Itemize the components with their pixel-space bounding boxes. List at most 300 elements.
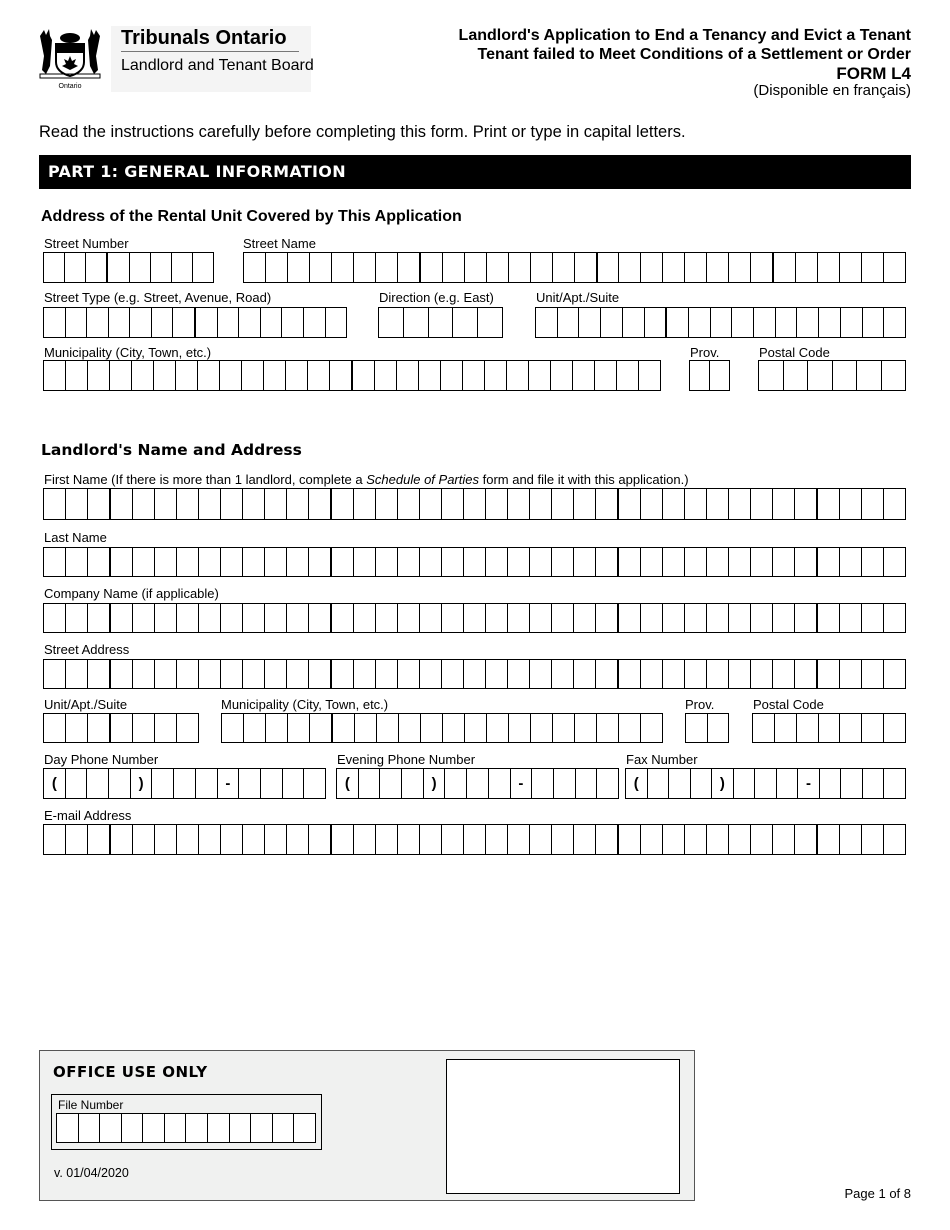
comb-cell[interactable] [773,489,795,519]
comb-cell[interactable] [574,825,596,854]
comb-cell[interactable] [376,825,398,854]
comb-cell[interactable] [478,308,502,337]
comb-cell[interactable] [641,253,663,282]
comb-cell[interactable] [44,308,66,337]
comb-cell[interactable] [230,1114,252,1142]
landlord-prov-field[interactable] [685,713,729,743]
comb-cell[interactable] [686,714,708,742]
comb-cell[interactable] [819,308,841,337]
comb-cell[interactable] [420,604,442,632]
comb-cell[interactable] [641,548,663,576]
comb-cell[interactable] [685,253,707,282]
comb-cell[interactable] [266,253,288,282]
comb-cell[interactable] [266,714,288,742]
comb-cell[interactable] [282,308,304,337]
comb-cell[interactable] [310,253,332,282]
comb-cell[interactable] [326,308,347,337]
comb-cell[interactable] [88,714,111,742]
comb-cell[interactable] [729,548,751,576]
landlord-suite-field[interactable] [43,713,199,743]
comb-cell[interactable] [574,489,596,519]
email-field[interactable] [43,824,906,855]
comb-cell[interactable] [530,604,552,632]
comb-cell[interactable] [359,769,381,798]
comb-cell[interactable] [579,308,601,337]
comb-cell[interactable] [355,714,377,742]
comb-cell[interactable] [487,714,509,742]
comb-cell[interactable] [464,548,486,576]
comb-cell[interactable] [711,308,733,337]
comb-cell[interactable] [57,1114,79,1142]
comb-cell[interactable] [265,825,287,854]
comb-cell[interactable]: ( [626,769,648,798]
comb-cell[interactable] [376,660,398,688]
comb-cell[interactable] [242,361,264,390]
comb-cell[interactable] [152,308,174,337]
comb-cell[interactable] [553,714,575,742]
comb-cell[interactable] [287,489,309,519]
comb-cell[interactable] [244,253,266,282]
comb-cell[interactable] [66,769,88,798]
comb-cell[interactable] [186,1114,208,1142]
comb-cell[interactable] [398,489,420,519]
comb-cell[interactable] [88,604,111,632]
comb-cell[interactable] [110,361,132,390]
comb-cell[interactable] [287,660,309,688]
comb-cell[interactable] [239,769,261,798]
comb-cell[interactable] [753,714,775,742]
direction-field[interactable] [378,307,503,338]
comb-cell[interactable] [177,660,199,688]
comb-cell[interactable] [251,1114,273,1142]
comb-cell[interactable] [574,660,596,688]
last-name-field[interactable] [43,547,906,577]
comb-cell[interactable] [729,489,751,519]
street-number-field[interactable] [43,252,214,283]
comb-cell[interactable] [796,253,818,282]
comb-cell[interactable] [133,548,155,576]
comb-cell[interactable] [199,825,221,854]
comb-cell[interactable] [155,660,177,688]
comb-cell[interactable] [884,825,905,854]
comb-cell[interactable] [574,548,596,576]
comb-cell[interactable] [353,361,375,390]
comb-cell[interactable] [44,604,66,632]
comb-cell[interactable] [174,769,196,798]
comb-cell[interactable] [486,604,508,632]
evening-phone-field[interactable] [336,768,619,799]
comb-cell[interactable] [222,714,244,742]
comb-cell[interactable]: - [511,769,533,798]
comb-cell[interactable] [598,253,620,282]
comb-cell[interactable] [552,489,574,519]
landlord-postal-code-field[interactable] [752,713,906,743]
comb-cell[interactable]: ( [44,769,66,798]
comb-cell[interactable] [485,361,507,390]
comb-cell[interactable] [100,1114,122,1142]
comb-cell[interactable] [573,361,595,390]
comb-cell[interactable] [66,660,88,688]
comb-cell[interactable] [819,714,841,742]
comb-cell[interactable] [775,714,797,742]
comb-cell[interactable] [130,253,151,282]
comb-cell[interactable] [554,769,576,798]
comb-cell[interactable] [797,308,819,337]
comb-cell[interactable] [663,825,685,854]
comb-cell[interactable] [863,769,885,798]
first-name-field[interactable] [43,488,906,520]
comb-cell[interactable] [552,825,574,854]
comb-cell[interactable] [333,714,355,742]
comb-cell[interactable] [151,253,172,282]
comb-cell[interactable] [862,548,884,576]
comb-cell[interactable] [87,769,109,798]
comb-cell[interactable] [663,489,685,519]
comb-cell[interactable] [840,489,862,519]
comb-cell[interactable] [759,361,784,390]
comb-cell[interactable] [177,489,199,519]
comb-cell[interactable] [884,548,905,576]
comb-cell[interactable] [707,660,729,688]
comb-cell[interactable] [155,825,177,854]
comb-cell[interactable] [376,548,398,576]
comb-cell[interactable] [44,660,66,688]
comb-cell[interactable] [641,604,663,632]
comb-cell[interactable] [111,660,133,688]
comb-cell[interactable] [795,604,818,632]
comb-cell[interactable] [595,361,617,390]
comb-cell[interactable] [596,825,619,854]
comb-cell[interactable] [330,361,353,390]
comb-cell[interactable] [729,660,751,688]
comb-cell[interactable] [442,489,464,519]
comb-cell[interactable] [44,714,66,742]
comb-cell[interactable] [707,825,729,854]
comb-cell[interactable] [354,825,376,854]
comb-cell[interactable] [402,769,424,798]
comb-cell[interactable]: ) [712,769,734,798]
comb-cell[interactable] [399,714,421,742]
comb-cell[interactable] [404,308,429,337]
comb-cell[interactable]: - [798,769,820,798]
comb-cell[interactable] [132,361,154,390]
comb-cell[interactable] [375,361,397,390]
comb-cell[interactable] [645,308,668,337]
comb-cell[interactable] [797,714,819,742]
comb-cell[interactable] [243,548,265,576]
comb-cell[interactable] [398,253,421,282]
rental-prov-field[interactable] [689,360,730,391]
comb-cell[interactable] [464,660,486,688]
comb-cell[interactable] [221,660,243,688]
comb-cell[interactable] [332,489,354,519]
comb-cell[interactable] [441,361,463,390]
comb-cell[interactable] [751,825,773,854]
comb-cell[interactable] [508,825,530,854]
comb-cell[interactable] [486,825,508,854]
comb-cell[interactable] [487,253,509,282]
comb-cell[interactable] [122,1114,144,1142]
comb-cell[interactable] [575,253,598,282]
comb-cell[interactable] [109,769,131,798]
comb-cell[interactable] [133,825,155,854]
comb-cell[interactable] [196,769,218,798]
comb-cell[interactable] [857,361,882,390]
comb-cell[interactable] [840,714,862,742]
comb-cell[interactable] [619,548,641,576]
comb-cell[interactable] [44,489,66,519]
comb-cell[interactable] [44,825,66,854]
comb-cell[interactable] [464,604,486,632]
comb-cell[interactable] [818,604,840,632]
landlord-municipality-field[interactable] [221,713,663,743]
comb-cell[interactable] [531,714,553,742]
comb-cell[interactable] [243,489,265,519]
comb-cell[interactable] [841,769,863,798]
comb-cell[interactable] [66,548,88,576]
comb-cell[interactable] [464,489,486,519]
comb-cell[interactable] [465,253,487,282]
comb-cell[interactable] [840,825,862,854]
comb-cell[interactable] [486,660,508,688]
comb-cell[interactable] [530,660,552,688]
comb-cell[interactable] [755,769,777,798]
comb-cell[interactable] [597,714,619,742]
comb-cell[interactable] [177,604,199,632]
comb-cell[interactable] [376,489,398,519]
comb-cell[interactable] [552,548,574,576]
street-address-field[interactable] [43,659,906,689]
comb-cell[interactable] [648,769,670,798]
comb-cell[interactable] [376,604,398,632]
comb-cell[interactable] [690,361,710,390]
comb-cell[interactable] [445,769,467,798]
comb-cell[interactable] [287,548,309,576]
rental-unit-suite-field[interactable] [535,307,906,338]
comb-cell[interactable] [862,825,884,854]
comb-cell[interactable] [734,769,756,798]
comb-cell[interactable] [751,489,773,519]
comb-cell[interactable] [862,489,884,519]
comb-cell[interactable] [795,548,818,576]
comb-cell[interactable] [617,361,639,390]
comb-cell[interactable] [707,548,729,576]
comb-cell[interactable] [619,253,641,282]
comb-cell[interactable]: ( [337,769,359,798]
comb-cell[interactable] [576,769,598,798]
comb-cell[interactable] [133,604,155,632]
comb-cell[interactable] [663,604,685,632]
comb-cell[interactable] [641,660,663,688]
comb-cell[interactable] [309,660,332,688]
comb-cell[interactable] [198,361,220,390]
comb-cell[interactable] [663,253,685,282]
comb-cell[interactable] [221,604,243,632]
comb-cell[interactable] [818,489,840,519]
comb-cell[interactable] [530,825,552,854]
comb-cell[interactable] [152,769,174,798]
comb-cell[interactable] [841,308,863,337]
comb-cell[interactable] [354,604,376,632]
comb-cell[interactable] [751,253,774,282]
comb-cell[interactable] [244,714,266,742]
comb-cell[interactable] [596,604,619,632]
comb-cell[interactable] [288,714,310,742]
comb-cell[interactable] [111,825,133,854]
comb-cell[interactable] [820,769,842,798]
comb-cell[interactable] [784,361,809,390]
comb-cell[interactable] [774,253,796,282]
comb-cell[interactable] [667,308,689,337]
comb-cell[interactable] [863,308,885,337]
comb-cell[interactable] [221,548,243,576]
comb-cell[interactable] [332,604,354,632]
comb-cell[interactable] [773,825,795,854]
comb-cell[interactable] [398,548,420,576]
comb-cell[interactable] [463,361,485,390]
comb-cell[interactable] [465,714,487,742]
street-name-field[interactable] [243,252,906,283]
comb-cell[interactable] [309,548,332,576]
comb-cell[interactable] [884,714,905,742]
comb-cell[interactable] [574,604,596,632]
comb-cell[interactable] [87,308,109,337]
comb-cell[interactable] [221,489,243,519]
comb-cell[interactable] [840,548,862,576]
comb-cell[interactable] [862,604,884,632]
comb-cell[interactable] [777,769,799,798]
comb-cell[interactable] [199,604,221,632]
comb-cell[interactable] [177,548,199,576]
comb-cell[interactable] [111,604,133,632]
comb-cell[interactable] [751,548,773,576]
comb-cell[interactable]: ) [424,769,446,798]
comb-cell[interactable] [685,489,707,519]
comb-cell[interactable] [507,361,529,390]
comb-cell[interactable] [397,361,419,390]
comb-cell[interactable] [710,361,729,390]
comb-cell[interactable] [309,489,332,519]
comb-cell[interactable] [176,361,198,390]
comb-cell[interactable] [332,660,354,688]
comb-cell[interactable] [199,548,221,576]
comb-cell[interactable] [508,604,530,632]
comb-cell[interactable] [133,489,155,519]
comb-cell[interactable] [685,660,707,688]
comb-cell[interactable] [553,253,575,282]
comb-cell[interactable] [558,308,580,337]
comb-cell[interactable] [294,1114,315,1142]
comb-cell[interactable] [309,825,332,854]
comb-cell[interactable] [111,714,133,742]
comb-cell[interactable] [155,604,177,632]
comb-cell[interactable] [199,660,221,688]
comb-cell[interactable] [130,308,152,337]
comb-cell[interactable] [795,660,818,688]
comb-cell[interactable] [265,604,287,632]
comb-cell[interactable] [552,660,574,688]
comb-cell[interactable] [467,769,489,798]
comb-cell[interactable] [530,489,552,519]
comb-cell[interactable] [379,308,404,337]
comb-cell[interactable] [619,825,641,854]
comb-cell[interactable] [143,1114,165,1142]
comb-cell[interactable] [79,1114,101,1142]
comb-cell[interactable] [818,825,840,854]
comb-cell[interactable] [619,714,641,742]
comb-cell[interactable] [109,308,131,337]
comb-cell[interactable] [486,548,508,576]
comb-cell[interactable] [884,253,905,282]
comb-cell[interactable] [66,604,88,632]
comb-cell[interactable] [489,769,511,798]
comb-cell[interactable] [443,253,465,282]
comb-cell[interactable] [376,253,398,282]
comb-cell[interactable] [111,489,133,519]
comb-cell[interactable] [88,489,111,519]
comb-cell[interactable] [108,253,129,282]
comb-cell[interactable] [221,825,243,854]
comb-cell[interactable] [689,308,711,337]
comb-cell[interactable] [833,361,858,390]
comb-cell[interactable] [691,769,713,798]
comb-cell[interactable] [380,769,402,798]
comb-cell[interactable] [509,253,531,282]
comb-cell[interactable] [641,489,663,519]
comb-cell[interactable] [776,308,798,337]
comb-cell[interactable] [773,604,795,632]
comb-cell[interactable] [808,361,833,390]
comb-cell[interactable] [44,253,65,282]
comb-cell[interactable] [287,604,309,632]
comb-cell[interactable] [421,714,443,742]
street-type-field[interactable] [43,307,347,338]
comb-cell[interactable] [663,548,685,576]
comb-cell[interactable] [173,308,196,337]
comb-cell[interactable] [884,489,905,519]
comb-cell[interactable] [685,604,707,632]
comb-cell[interactable] [220,361,242,390]
comb-cell[interactable] [420,548,442,576]
comb-cell[interactable] [818,253,840,282]
comb-cell[interactable] [818,548,840,576]
comb-cell[interactable] [641,825,663,854]
comb-cell[interactable] [310,714,333,742]
comb-cell[interactable] [155,714,177,742]
comb-cell[interactable] [773,548,795,576]
comb-cell[interactable] [508,548,530,576]
comb-cell[interactable] [669,769,691,798]
comb-cell[interactable] [732,308,754,337]
comb-cell[interactable] [486,489,508,519]
comb-cell[interactable] [88,660,111,688]
rental-municipality-field[interactable] [43,360,661,391]
day-phone-field[interactable] [43,768,326,799]
comb-cell[interactable] [729,253,751,282]
comb-cell[interactable] [86,253,108,282]
comb-cell[interactable] [111,548,133,576]
comb-cell[interactable] [429,308,454,337]
company-name-field[interactable] [43,603,906,633]
comb-cell[interactable]: ) [131,769,153,798]
rental-postal-code-field[interactable] [758,360,906,391]
comb-cell[interactable] [419,361,441,390]
comb-cell[interactable] [729,825,751,854]
comb-cell[interactable] [398,660,420,688]
comb-cell[interactable] [754,308,776,337]
comb-cell[interactable] [707,489,729,519]
comb-cell[interactable] [377,714,399,742]
